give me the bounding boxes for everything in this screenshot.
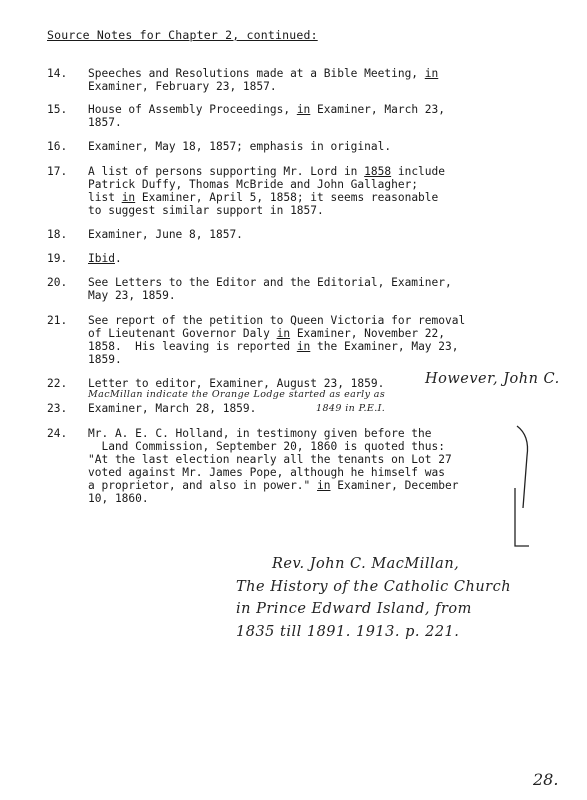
- note-14: [47, 67, 547, 93]
- page-heading: Source Notes for Chapter 2, continued:: [47, 28, 318, 42]
- note-text: [88, 314, 543, 366]
- note-text: [88, 140, 543, 153]
- citation-line-4: 1835 till 1891. 1913. p. 221.: [236, 624, 460, 640]
- note-17: [47, 165, 547, 217]
- handwritten-bracket-arrow: [495, 418, 545, 553]
- note-24: [47, 427, 547, 505]
- underlined-text: in: [296, 340, 311, 353]
- text-run: Examiner, April 5, 1858; it seems reasonable to suggest similar support in 1857.: [88, 191, 439, 217]
- text-run: House of Assembly Proceedings,: [88, 103, 297, 116]
- note-number: 15.: [47, 103, 68, 116]
- text-run: Examiner, February 23, 1857.: [88, 80, 277, 93]
- text-run: Examiner, June 8, 1857.: [88, 228, 243, 241]
- text-run: A list of persons supporting Mr. Lord in: [88, 165, 365, 178]
- note-text: [88, 103, 543, 129]
- underlined-text: 1858: [364, 165, 392, 178]
- text-run: .: [114, 252, 122, 265]
- note-number: 20.: [47, 276, 68, 289]
- note-18: [47, 228, 547, 241]
- note-20: [47, 276, 547, 302]
- note-number: 24.: [47, 427, 68, 440]
- text-run: Speeches and Resolutions made at a Bible Meeting,: [88, 67, 425, 80]
- note-text: [88, 252, 543, 265]
- text-run: Examiner, December 10, 1860.: [88, 479, 459, 505]
- handwritten-note-line-3: 1849 in P.E.I.: [316, 403, 386, 414]
- note-number: 21.: [47, 314, 68, 327]
- text-run: See Letters to the Editor and the Editorial, Examiner, May 23, 1859.: [88, 276, 452, 302]
- text-run: include Patrick Duffy, Thomas McBride and John Gallagher; list: [88, 165, 445, 204]
- text-run: Examiner, May 18, 1857; emphasis in original.: [88, 140, 392, 153]
- note-number: 23.: [47, 402, 68, 415]
- note-number: 18.: [47, 228, 68, 241]
- underlined-text: in: [317, 479, 331, 492]
- note-number: 17.: [47, 165, 68, 178]
- note-text: [88, 228, 543, 241]
- underlined-text: in: [121, 191, 136, 204]
- text-run: Examiner, March 23, 1857.: [88, 103, 446, 129]
- handwritten-note-line-1: However, John C.: [425, 371, 560, 387]
- citation-line-2: The History of the Catholic Church: [236, 579, 512, 595]
- note-15: [47, 103, 547, 129]
- note-text: [88, 165, 543, 217]
- underlined-text: in: [424, 67, 439, 80]
- text-run: the Examiner, May 23, 1859.: [88, 340, 459, 366]
- text-run: Examiner, March 28, 1859.: [88, 402, 257, 415]
- underlined-text: in: [296, 103, 311, 116]
- note-text: [88, 67, 543, 93]
- note-number: 19.: [47, 252, 68, 265]
- text-run: Mr. A. E. C. Holland, in testimony given before the Land Commission, September 20, 1860 is quoted thus: "At the last election nearly all the tenants on Lot 27 voted against Mr. James Pope, although he himself was a proprietor, and also in power.": [88, 427, 452, 492]
- note-21: [47, 314, 547, 366]
- note-number: 16.: [47, 140, 68, 153]
- citation-line-1: Rev. John C. MacMillan,: [272, 556, 460, 572]
- page-number: 28.: [533, 770, 559, 789]
- handwritten-note-line-2: MacMillan indicate the Orange Lodge started as early as: [88, 389, 386, 400]
- note-16: [47, 140, 547, 153]
- underlined-text: Ibid: [88, 252, 115, 265]
- note-number: 14.: [47, 67, 68, 80]
- note-19: [47, 252, 547, 265]
- citation-line-3: in Prince Edward Island, from: [236, 601, 472, 617]
- text-run: See report of the petition to Queen Victoria for removal of Lieutenant Governor Daly: [88, 314, 466, 340]
- text-run: Examiner, November 22, 1858. His leaving is reported: [88, 327, 445, 353]
- note-text: [88, 276, 543, 302]
- note-23: [47, 402, 547, 415]
- underlined-text: in: [276, 327, 291, 340]
- note-number: 22.: [47, 377, 68, 390]
- text-run: Letter to editor, Examiner, August 23, 1859.: [88, 377, 385, 390]
- note-text: [88, 427, 543, 505]
